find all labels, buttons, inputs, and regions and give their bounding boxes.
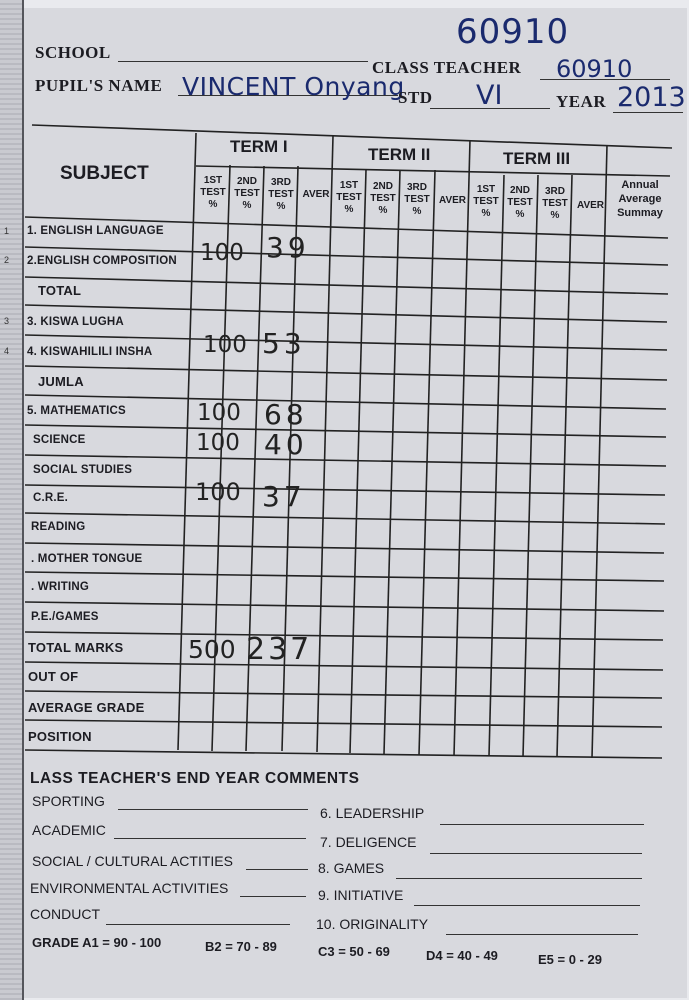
t2-col-1st: 1ST TEST % [336, 180, 362, 215]
comment-left-0-line [118, 809, 308, 810]
comment-right-0: 6. LEADERSHIP [320, 805, 425, 821]
row-label-2: TOTAL [38, 283, 82, 298]
comment-left-2-line [246, 869, 308, 870]
comment-left-4: CONDUCT [30, 906, 100, 922]
t2-col-2nd: 2ND TEST % [370, 181, 396, 216]
annual-average-header: Annual Average Summay [617, 179, 663, 219]
comment-left-2: SOCIAL / CULTURAL ACTITIES [32, 853, 233, 869]
row-label-7: SCIENCE [33, 434, 86, 446]
t1-col-2nd: 2ND TEST % [234, 176, 260, 211]
grade-c3: C3 = 50 - 69 [318, 944, 390, 959]
comment-right-3: 9. INITIATIVE [318, 887, 404, 903]
comment-left-3: ENVIRONMENTAL ACTIVITIES [30, 880, 229, 896]
row-label-10: READING [31, 521, 86, 533]
pupil-name-value: VINCENT Onyang [182, 72, 405, 101]
grade-a1: GRADE A1 = 90 - 100 [32, 935, 162, 950]
mark-row6-test1: 100 [197, 400, 241, 426]
row-label-13: P.E./GAMES [31, 611, 99, 623]
row-index-3: 3 [4, 316, 10, 326]
t2-col-3rd: 3RD TEST % [404, 182, 430, 217]
mark-row9-test1: 100 [195, 478, 241, 506]
subject-header: SUBJECT [60, 163, 149, 184]
comment-right-2-line [396, 878, 642, 879]
t3-col-2nd: 2ND TEST % [507, 185, 533, 220]
year-label: YEAR [556, 92, 607, 111]
comment-right-4-line [446, 934, 638, 935]
mark-row14-test2: 237 [246, 632, 313, 667]
top-code: 60910 [456, 12, 570, 52]
t1-col-3rd: 3RD TEST % [268, 177, 294, 212]
t2-col-aver: AVER [438, 195, 467, 206]
mark-row7-test1: 100 [196, 430, 240, 456]
school-label: SCHOOL [35, 43, 111, 62]
row-label-15: OUT OF [28, 669, 79, 684]
mark-row4-test2: 53 [262, 327, 306, 360]
row-index-2: 2 [4, 255, 10, 265]
row-label-8: SOCIAL STUDIES [33, 464, 133, 476]
comment-left-4-line [106, 924, 290, 925]
t3-col-1st: 1ST TEST % [473, 184, 499, 219]
grade-d4: D4 = 40 - 49 [426, 948, 498, 963]
term-3-header: TERM III [503, 149, 571, 168]
comment-left-1-line [114, 838, 306, 839]
row-index-1: 1 [4, 226, 10, 236]
comment-left-1: ACADEMIC [32, 822, 106, 838]
row-label-3: 3. KISWA LUGHA [27, 316, 124, 328]
class-teacher-value: 60910 [556, 55, 633, 83]
comment-right-3-line [414, 905, 640, 906]
row-label-14: TOTAL MARKS [28, 640, 124, 655]
t1-col-aver: AVER [302, 189, 330, 200]
row-label-9: C.R.E. [33, 492, 69, 504]
class-teacher-label: CLASS TEACHER [372, 58, 522, 77]
row-label-16: AVERAGE GRADE [28, 700, 145, 715]
term-1-header: TERM I [230, 137, 288, 156]
pupil-name-label: PUPIL'S NAME [35, 76, 163, 95]
mark-row9-test2: 37 [262, 480, 306, 513]
comment-right-4: 10. ORIGINALITY [316, 916, 429, 932]
mark-row7-test2: 40 [264, 428, 308, 461]
grade-b2: B2 = 70 - 89 [205, 939, 277, 954]
std-value: VI [476, 80, 503, 111]
comment-left-0: SPORTING [32, 793, 105, 809]
comment-right-1-line [430, 853, 642, 854]
comment-right-0-line [440, 824, 644, 825]
std-label: STD [398, 88, 433, 107]
mark-row6-test2: 68 [264, 398, 308, 431]
row-label-12: . WRITING [31, 581, 90, 593]
year-value: 2013 [617, 82, 686, 113]
row-label-6: 5. MATHEMATICS [27, 405, 126, 417]
mark-row1-test2: 39 [266, 231, 310, 264]
row-label-11: . MOTHER TONGUE [31, 553, 143, 565]
t3-col-aver: AVER [576, 200, 605, 211]
row-label-0: 1. ENGLISH LANGUAGE [27, 225, 164, 237]
comment-right-1: 7. DELIGENCE [320, 834, 417, 850]
comments-title: LASS TEACHER'S END YEAR COMMENTS [30, 770, 360, 787]
row-label-1: 2.ENGLISH COMPOSITION [27, 255, 177, 267]
term-2-header: TERM II [368, 145, 431, 164]
grade-e5: E5 = 0 - 29 [538, 952, 602, 967]
row-label-17: POSITION [28, 729, 92, 744]
mark-row4-test1: 100 [203, 332, 247, 358]
row-index-4: 4 [4, 346, 10, 356]
mark-row1-test1: 100 [200, 240, 244, 266]
comment-left-3-line [240, 896, 306, 897]
row-label-4: 4. KISWAHILILI INSHA [27, 346, 153, 358]
comment-right-2: 8. GAMES [318, 860, 385, 876]
mark-row14-test1: 500 [188, 635, 236, 664]
t1-col-1st: 1ST TEST % [200, 175, 226, 210]
t3-col-3rd: 3RD TEST % [542, 186, 568, 221]
row-label-5: JUMLA [38, 374, 84, 389]
